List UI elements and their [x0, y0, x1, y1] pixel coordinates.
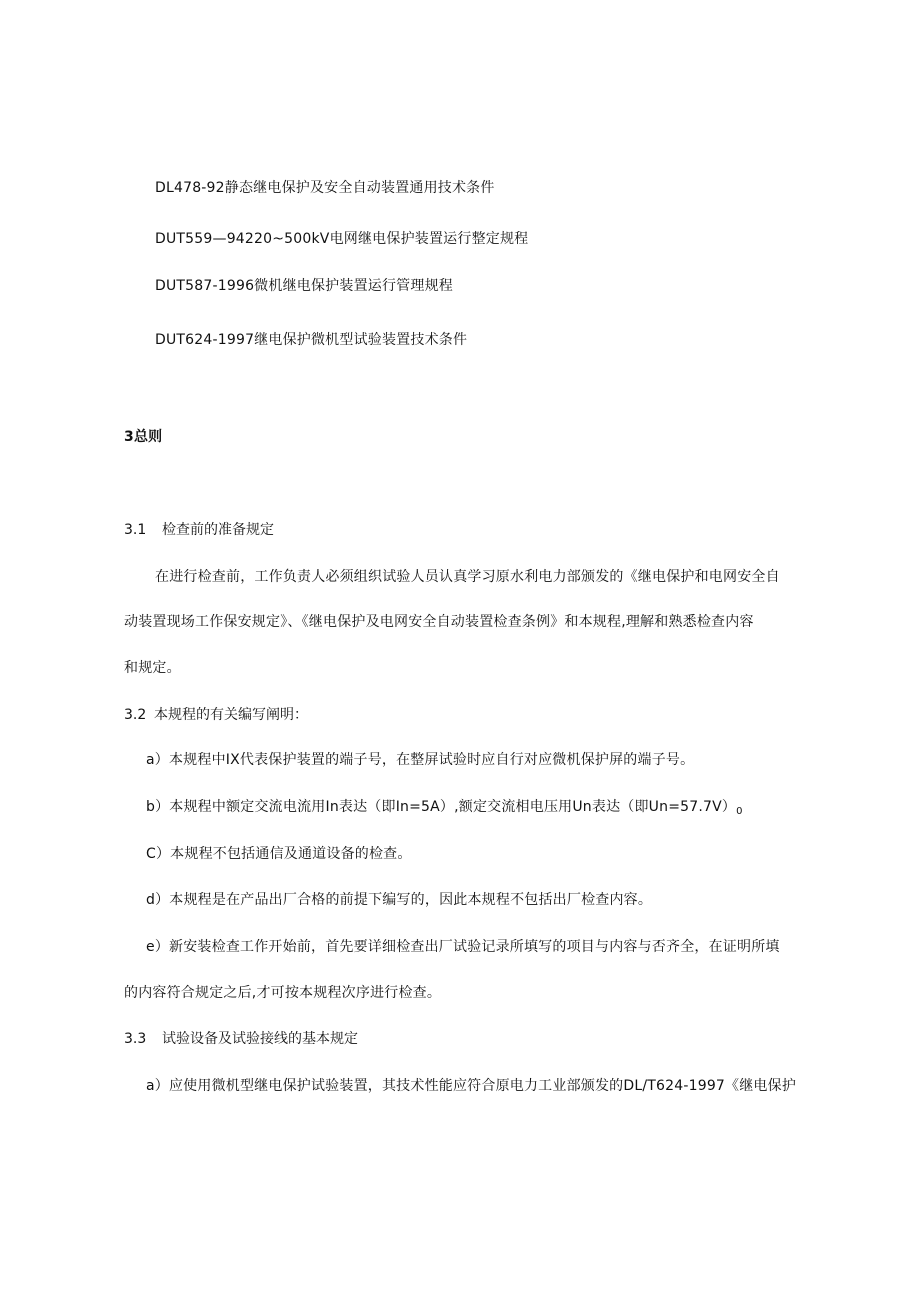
- list-item: a）应使用微机型继电保护试验装置，其技术性能应符合原电力工业部颁发的DL/T624-1997《继电保护: [146, 1078, 797, 1094]
- subsection-title: 试验设备及试验接线的基本规定: [162, 1031, 358, 1047]
- list-item-suffix: 0: [736, 806, 743, 817]
- subsection-title: 本规程的有关编写阐明：: [154, 707, 308, 723]
- subsection-number: 3.1: [124, 522, 147, 538]
- list-item: [146, 798, 743, 821]
- subsection-title: 检查前的准备规定: [162, 522, 274, 538]
- reference-line-4: DUT624-1997继电保护微机型试验装置技术条件: [155, 332, 468, 348]
- list-item-text: b）本规程中额定交流电流用In表达（即In=5A）,额定交流相电压用Un表达（即Un=57.7V）: [146, 799, 737, 815]
- reference-line-1: DL478-92静态继电保护及安全自动装置通用技术条件: [155, 180, 495, 196]
- list-item: C）本规程不包括通信及通道设备的检查。: [146, 846, 412, 862]
- paragraph-line: 在进行检查前，工作负责人必须组织试验人员认真学习原水利电力部颁发的《继电保护和电网安全自: [155, 569, 780, 585]
- section-heading: 3总则: [124, 429, 163, 445]
- paragraph-line: 动装置现场工作保安规定》、《继电保护及电网安全自动装置检查条例》和本规程,理解和熟悉检查内容: [124, 614, 754, 630]
- paragraph-line: 和规定。: [124, 660, 181, 676]
- subsection-number: 3.2: [124, 707, 147, 723]
- reference-line-2: DUT559—94220~500kV电网继电保护装置运行整定规程: [155, 231, 529, 247]
- subsection-number: 3.3: [124, 1031, 147, 1047]
- list-item: d）本规程是在产品出厂合格的前提下编写的，因此本规程不包括出厂检查内容。: [146, 892, 653, 908]
- list-item-continuation: 的内容符合规定之后,才可按本规程次序进行检查。: [124, 985, 442, 1001]
- list-item: e）新安装检查工作开始前，首先要详细检查出厂试验记录所填写的项目与内容与否齐全，在证明所填: [146, 939, 780, 955]
- reference-line-3: DUT587-1996微机继电保护装置运行管理规程: [155, 278, 453, 294]
- list-item: a）本规程中IX代表保护装置的端子号，在整屏试验时应自行对应微机保护屏的端子号。: [146, 752, 695, 768]
